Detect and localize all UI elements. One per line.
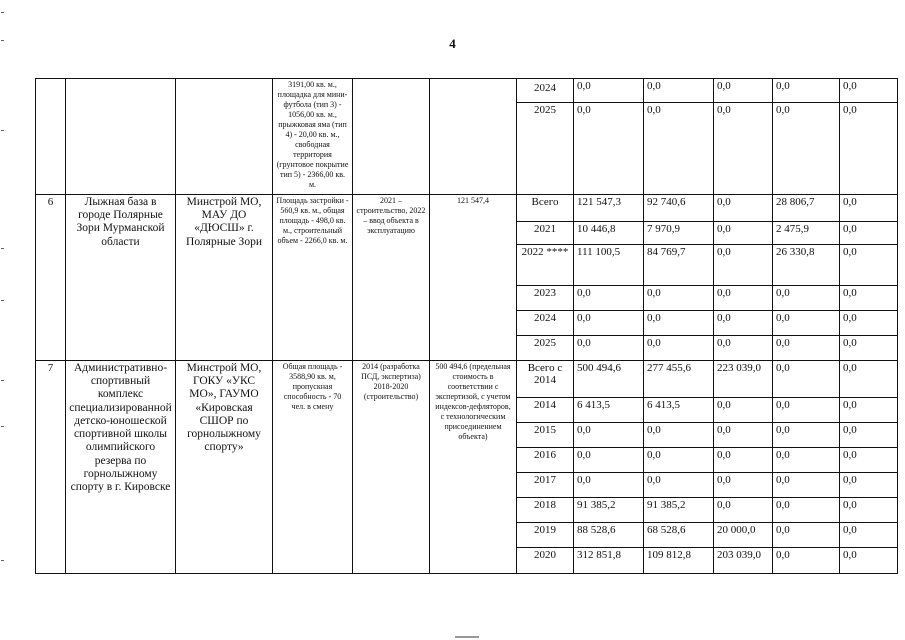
object-description: Площадь застройки - 560,9 кв. м., общая площадь - 498,0 кв. м., строительный объем - 2266,0 кв. м. bbox=[273, 195, 353, 361]
row-number: 6 bbox=[36, 195, 66, 361]
year-cell: 2023 bbox=[517, 286, 574, 311]
object-name: Лыжная база в городе Полярные Зори Мурманской области bbox=[66, 195, 176, 361]
value-cell: 0,0 bbox=[574, 336, 644, 361]
value-cell: 0,0 bbox=[840, 548, 898, 574]
empty-cell bbox=[176, 79, 273, 195]
value-cell: 0,0 bbox=[644, 473, 714, 498]
value-cell: 0,0 bbox=[574, 79, 644, 103]
value-cell: 0,0 bbox=[773, 311, 840, 336]
row-number: 7 bbox=[36, 361, 66, 574]
value-cell: 0,0 bbox=[644, 103, 714, 195]
responsible-parties: Минстрой МО, МАУ ДО «ДЮСШ» г. Полярные Зори bbox=[176, 195, 273, 361]
empty-cell bbox=[36, 79, 66, 195]
value-cell: 26 330,8 bbox=[773, 245, 840, 286]
value-cell: 0,0 bbox=[714, 423, 773, 448]
value-cell: 28 806,7 bbox=[773, 195, 840, 222]
year-cell: 2018 bbox=[517, 498, 574, 523]
program-table bbox=[35, 78, 898, 574]
value-cell: 92 740,6 bbox=[644, 195, 714, 222]
value-cell: 0,0 bbox=[574, 423, 644, 448]
value-cell: 0,0 bbox=[714, 103, 773, 195]
value-cell: 2 475,9 bbox=[773, 222, 840, 245]
value-cell: 0,0 bbox=[574, 286, 644, 311]
empty-cell bbox=[430, 79, 517, 195]
value-cell: 0,0 bbox=[644, 448, 714, 473]
value-cell: 0,0 bbox=[714, 222, 773, 245]
year-cell: 2024 bbox=[517, 311, 574, 336]
implementation-period: 2021 – строительство, 2022 – ввод объекта в эксплуатацию bbox=[353, 195, 430, 361]
year-cell: 2021 bbox=[517, 222, 574, 245]
estimated-cost: 500 494,6 (предельная стоимость в соответствии с экспертизой, с учетом индексов-дефляторов, с технологическим присоединением объекта) bbox=[430, 361, 517, 574]
year-cell: 2015 bbox=[517, 423, 574, 448]
year-cell: 2025 bbox=[517, 336, 574, 361]
value-cell: 0,0 bbox=[840, 79, 898, 103]
value-cell: 10 446,8 bbox=[574, 222, 644, 245]
value-cell: 0,0 bbox=[644, 423, 714, 448]
value-cell: 20 000,0 bbox=[714, 523, 773, 548]
value-cell: 0,0 bbox=[644, 286, 714, 311]
value-cell: 68 528,6 bbox=[644, 523, 714, 548]
value-cell: 0,0 bbox=[773, 286, 840, 311]
object-description: 3191,00 кв. м., площадка для мини-футбола (тип 3) - 1056,00 кв. м., прыжковая яма (тип 4) - 20,00 кв. м., свободная территория (грунтовое покрытие тип 5) - 2366,00 кв. м. bbox=[273, 79, 353, 195]
value-cell: 88 528,6 bbox=[574, 523, 644, 548]
table-row bbox=[36, 195, 898, 222]
empty-cell bbox=[353, 79, 430, 195]
value-cell: 109 812,8 bbox=[644, 548, 714, 574]
year-cell: 2025 bbox=[517, 103, 574, 195]
value-cell: 0,0 bbox=[773, 498, 840, 523]
year-cell: 2017 bbox=[517, 473, 574, 498]
value-cell: 0,0 bbox=[574, 448, 644, 473]
value-cell: 0,0 bbox=[714, 448, 773, 473]
value-cell: 0,0 bbox=[840, 473, 898, 498]
value-cell: 121 547,3 bbox=[574, 195, 644, 222]
value-cell: 0,0 bbox=[714, 79, 773, 103]
value-cell: 91 385,2 bbox=[574, 498, 644, 523]
value-cell: 0,0 bbox=[644, 311, 714, 336]
value-cell: 0,0 bbox=[714, 398, 773, 423]
value-cell: 0,0 bbox=[840, 286, 898, 311]
page-number: 4 bbox=[449, 36, 456, 51]
value-cell: 0,0 bbox=[644, 79, 714, 103]
value-cell: 0,0 bbox=[840, 423, 898, 448]
value-cell: 0,0 bbox=[714, 473, 773, 498]
table-row bbox=[36, 361, 898, 398]
table-row bbox=[36, 79, 898, 103]
value-cell: 0,0 bbox=[574, 473, 644, 498]
year-cell: Всего с 2014 bbox=[517, 361, 574, 398]
object-description: Общая площадь - 3588,90 кв. м, пропускная способность - 70 чел. в смену bbox=[273, 361, 353, 574]
value-cell: 0,0 bbox=[840, 523, 898, 548]
value-cell: 0,0 bbox=[644, 336, 714, 361]
year-cell: 2024 bbox=[517, 79, 574, 103]
value-cell: 0,0 bbox=[840, 448, 898, 473]
value-cell: 0,0 bbox=[574, 311, 644, 336]
value-cell: 0,0 bbox=[840, 195, 898, 222]
value-cell: 84 769,7 bbox=[644, 245, 714, 286]
value-cell: 500 494,6 bbox=[574, 361, 644, 398]
value-cell: 203 039,0 bbox=[714, 548, 773, 574]
year-cell: 2019 bbox=[517, 523, 574, 548]
value-cell: 0,0 bbox=[840, 398, 898, 423]
value-cell: 0,0 bbox=[773, 548, 840, 574]
year-cell: 2016 bbox=[517, 448, 574, 473]
value-cell: 0,0 bbox=[773, 79, 840, 103]
value-cell: 0,0 bbox=[840, 245, 898, 286]
year-cell: 2022 **** bbox=[517, 245, 574, 286]
empty-cell bbox=[66, 79, 176, 195]
object-name: Административно-спортивный комплекс специализированной детско-юношеской спортивной школы олимпийского резерва по горнолыжному спорту в г. Кировске bbox=[66, 361, 176, 574]
value-cell: 0,0 bbox=[574, 103, 644, 195]
value-cell: 0,0 bbox=[773, 336, 840, 361]
value-cell: 0,0 bbox=[840, 361, 898, 398]
value-cell: 312 851,8 bbox=[574, 548, 644, 574]
year-cell: 2020 bbox=[517, 548, 574, 574]
value-cell: 0,0 bbox=[714, 311, 773, 336]
value-cell: 0,0 bbox=[773, 398, 840, 423]
value-cell: 0,0 bbox=[773, 448, 840, 473]
value-cell: 0,0 bbox=[773, 361, 840, 398]
value-cell: 7 970,9 bbox=[644, 222, 714, 245]
value-cell: 0,0 bbox=[773, 423, 840, 448]
value-cell: 91 385,2 bbox=[644, 498, 714, 523]
value-cell: 0,0 bbox=[773, 523, 840, 548]
value-cell: 0,0 bbox=[714, 336, 773, 361]
value-cell: 0,0 bbox=[714, 195, 773, 222]
value-cell: 6 413,5 bbox=[644, 398, 714, 423]
scan-edge-marks bbox=[0, 0, 6, 640]
value-cell: 223 039,0 bbox=[714, 361, 773, 398]
value-cell: 0,0 bbox=[840, 498, 898, 523]
value-cell: 0,0 bbox=[840, 336, 898, 361]
value-cell: 111 100,5 bbox=[574, 245, 644, 286]
value-cell: 0,0 bbox=[773, 473, 840, 498]
value-cell: 277 455,6 bbox=[644, 361, 714, 398]
value-cell: 0,0 bbox=[714, 245, 773, 286]
value-cell: 0,0 bbox=[773, 103, 840, 195]
value-cell: 0,0 bbox=[714, 498, 773, 523]
value-cell: 0,0 bbox=[840, 103, 898, 195]
value-cell: 6 413,5 bbox=[574, 398, 644, 423]
value-cell: 0,0 bbox=[840, 311, 898, 336]
responsible-parties: Минстрой МО, ГОКУ «УКС МО», ГАУМО «Кировская СШОР по горнолыжному спорту» bbox=[176, 361, 273, 574]
value-cell: 0,0 bbox=[840, 222, 898, 245]
year-cell: Всего bbox=[517, 195, 574, 222]
value-cell: 0,0 bbox=[714, 286, 773, 311]
year-cell: 2014 bbox=[517, 398, 574, 423]
estimated-cost: 121 547,4 bbox=[430, 195, 517, 361]
implementation-period: 2014 (разработка ПСД, экспертиза) 2018-2020 (строительство) bbox=[353, 361, 430, 574]
scan-bottom-mark bbox=[455, 636, 479, 638]
